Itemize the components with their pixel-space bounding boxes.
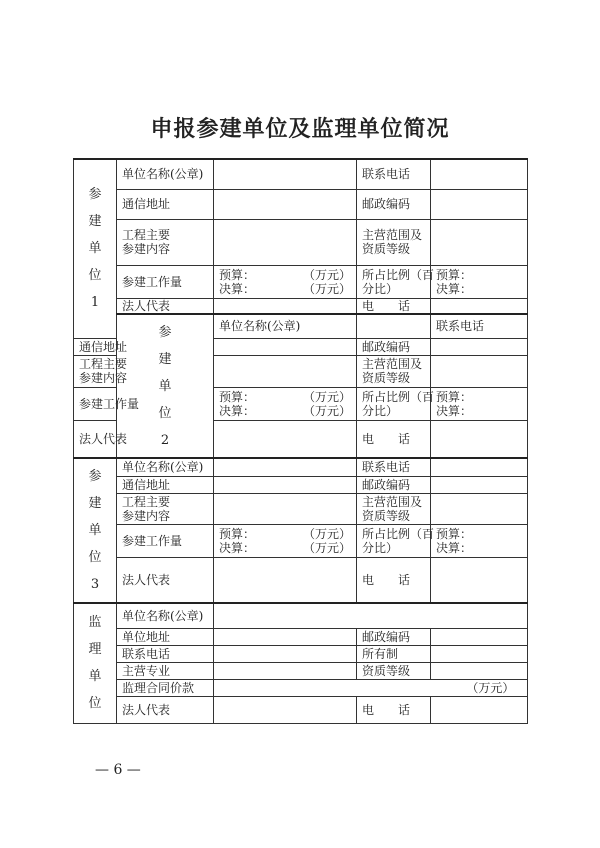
mail-address-field[interactable] [214, 476, 357, 493]
legal-rep-label: 法人代表 [117, 696, 214, 723]
scope-field[interactable] [431, 219, 528, 265]
postcode-field[interactable] [431, 338, 528, 355]
unit-name-label: 单位名称(公章) [214, 314, 357, 338]
phone-field[interactable] [431, 557, 528, 603]
unit-summary-table [73, 158, 528, 724]
legal-rep-field[interactable] [214, 298, 357, 314]
legal-rep-field[interactable] [214, 420, 357, 458]
phone-label: 电 话 [357, 298, 431, 314]
main-major-label: 主营专业 [117, 662, 214, 679]
postcode-field[interactable] [431, 476, 528, 493]
share-field[interactable]: 预算： 决算： [431, 265, 528, 298]
contact-phone-field[interactable] [214, 645, 357, 662]
postcode-field[interactable] [431, 189, 528, 219]
phone-label: 电 话 [357, 420, 431, 458]
contract-price-label: 监理合同价款 [117, 679, 214, 696]
postcode-label: 邮政编码 [357, 476, 431, 493]
project-main-label: 工程主要 参建内容 [117, 493, 214, 524]
section-1-label: 参 建 单 位 1 [74, 159, 117, 338]
unit-name-field[interactable] [214, 159, 357, 189]
contact-phone-label: 联系电话 [431, 314, 528, 338]
supervision-section-label: 监 理 单 位 [74, 603, 117, 723]
project-main-field[interactable] [214, 355, 357, 387]
page-number: — 6 — [95, 762, 141, 778]
project-main-label: 工程主要 参建内容 [74, 355, 117, 387]
postcode-label: 邮政编码 [357, 338, 431, 355]
workload-label: 参建工作量 [117, 265, 214, 298]
unit-name-label: 单位名称(公章) [117, 159, 214, 189]
ownership-label: 所有制 [357, 645, 431, 662]
postcode-label: 邮政编码 [357, 189, 431, 219]
scope-field[interactable] [431, 493, 528, 524]
page-title: 申报参建单位及监理单位简况 [150, 116, 450, 142]
main-major-field[interactable] [214, 662, 357, 679]
share-field[interactable]: 预算： 决算： [431, 387, 528, 420]
mail-address-field[interactable] [214, 189, 357, 219]
legal-rep-field[interactable] [214, 696, 357, 723]
ownership-field[interactable] [431, 645, 528, 662]
section-2-label: 参 建 单 位 2 [117, 314, 214, 458]
unit-name-field[interactable] [214, 603, 528, 628]
section-3-label: 参 建 单 位 3 [74, 458, 117, 603]
postcode-field[interactable] [431, 628, 528, 645]
budget-final-field[interactable]: 预算： （万元） 决算： （万元） [214, 265, 357, 298]
contact-phone-field[interactable] [431, 458, 528, 476]
phone-label: 电 话 [357, 557, 431, 603]
contact-phone-label: 联系电话 [357, 458, 431, 476]
mail-address-label: 通信地址 [117, 189, 214, 219]
unit-name-field[interactable] [357, 314, 431, 338]
qualification-field[interactable] [431, 662, 528, 679]
budget-final-field[interactable]: 预算： （万元） 决算： （万元） [214, 524, 357, 557]
budget-final-field[interactable]: 预算： （万元） 决算： （万元） [214, 387, 357, 420]
share-label: 所占比例（百 分比） [357, 265, 431, 298]
scope-label: 主营范围及 资质等级 [357, 355, 431, 387]
unit-address-field[interactable] [214, 628, 357, 645]
contact-phone-field[interactable] [431, 159, 528, 189]
unit-name-label: 单位名称(公章) [117, 603, 214, 628]
unit-address-label: 单位地址 [117, 628, 214, 645]
legal-rep-label: 法人代表 [117, 557, 214, 603]
scope-label: 主营范围及 资质等级 [357, 493, 431, 524]
phone-field[interactable] [431, 298, 528, 314]
qualification-label: 资质等级 [357, 662, 431, 679]
phone-field[interactable] [431, 696, 528, 723]
phone-field[interactable] [431, 420, 528, 458]
scope-label: 主营范围及 资质等级 [357, 219, 431, 265]
share-field[interactable]: 预算： 决算： [431, 524, 528, 557]
legal-rep-field[interactable] [214, 557, 357, 603]
legal-rep-label: 法人代表 [74, 420, 117, 458]
scope-field[interactable] [431, 355, 528, 387]
contact-phone-label: 联系电话 [357, 159, 431, 189]
share-label: 所占比例（百 分比） [357, 524, 431, 557]
unit-name-label: 单位名称(公章) [117, 458, 214, 476]
mail-address-label: 通信地址 [117, 476, 214, 493]
contact-phone-label: 联系电话 [117, 645, 214, 662]
legal-rep-label: 法人代表 [117, 298, 214, 314]
phone-label: 电 话 [357, 696, 431, 723]
share-label: 所占比例（百 分比） [357, 387, 431, 420]
contract-price-field[interactable]: （万元） [214, 679, 528, 696]
mail-address-label: 通信地址 [74, 338, 117, 355]
workload-label: 参建工作量 [117, 524, 214, 557]
workload-label: 参建工作量 [74, 387, 117, 420]
project-main-field[interactable] [214, 493, 357, 524]
project-main-label: 工程主要 参建内容 [117, 219, 214, 265]
unit-name-field[interactable] [214, 458, 357, 476]
mail-address-field[interactable] [214, 338, 357, 355]
project-main-field[interactable] [214, 219, 357, 265]
postcode-label: 邮政编码 [357, 628, 431, 645]
